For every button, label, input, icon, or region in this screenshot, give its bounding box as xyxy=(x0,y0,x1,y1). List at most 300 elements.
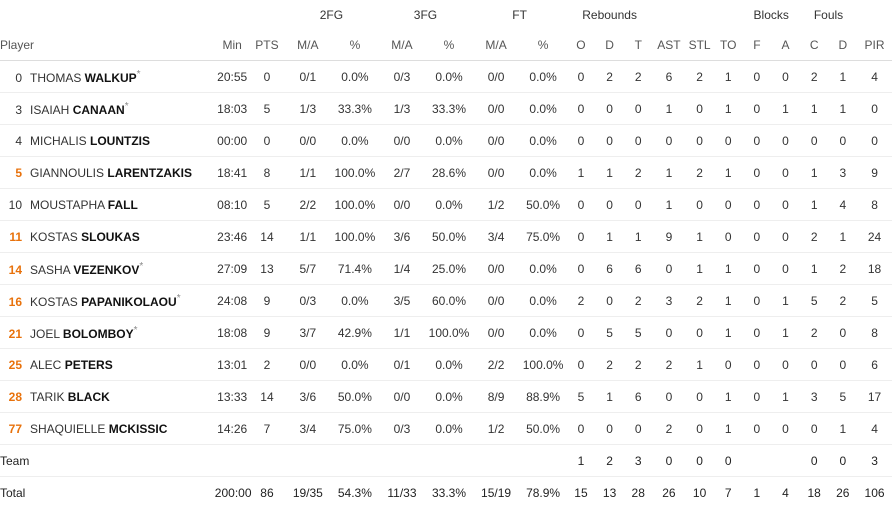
jersey-number: 5 xyxy=(15,165,22,180)
player-first-name: THOMAS xyxy=(30,70,85,85)
col-blocks-f[interactable]: F xyxy=(743,30,772,61)
cell-steals: 1 xyxy=(685,221,714,253)
jersey-number: 16 xyxy=(8,294,22,309)
cell-defensive-rebounds: 2 xyxy=(595,61,624,93)
cell-2fg-made-attempted: 0/0 xyxy=(284,125,331,157)
cell-assists: 1 xyxy=(653,189,686,221)
cell-turnovers: 0 xyxy=(714,445,743,477)
cell-minutes: 18:41 xyxy=(215,157,250,189)
cell-2fg-made-attempted xyxy=(284,445,331,477)
cell-ft-pct: 50.0% xyxy=(520,189,567,221)
cell-2fg-pct: 42.9% xyxy=(331,317,378,349)
cell-total-rebounds: 5 xyxy=(624,317,653,349)
cell-ft-made-attempted: 0/0 xyxy=(473,285,520,317)
cell-3fg-made-attempted: 0/1 xyxy=(378,349,425,381)
player-last-name: PETERS xyxy=(64,357,113,372)
cell-fouls-drawn: 2 xyxy=(828,253,857,285)
player-first-name: SASHA xyxy=(30,262,74,277)
cell-ft-made-attempted: 0/0 xyxy=(473,61,520,93)
cell-3fg-made-attempted: 0/3 xyxy=(378,61,425,93)
cell-turnovers: 1 xyxy=(714,253,743,285)
cell-player[interactable] xyxy=(0,93,215,125)
col-2fg-pct[interactable]: % xyxy=(331,30,378,61)
cell-2fg-pct: 33.3% xyxy=(331,93,378,125)
col-pts[interactable]: PTS xyxy=(250,30,285,61)
cell-fouls-drawn: 2 xyxy=(828,285,857,317)
cell-3fg-made-attempted: 0/3 xyxy=(378,413,425,445)
cell-3fg-pct: 25.0% xyxy=(425,253,472,285)
cell-minutes: 23:46 xyxy=(215,221,250,253)
cell-team-label: Team xyxy=(0,445,215,477)
cell-fouls-drawn: 5 xyxy=(828,381,857,413)
cell-ft-made-attempted: 0/0 xyxy=(473,93,520,125)
cell-turnovers: 7 xyxy=(714,477,743,509)
cell-offensive-rebounds: 0 xyxy=(567,61,596,93)
cell-turnovers: 1 xyxy=(714,61,743,93)
table-row[interactable] xyxy=(0,285,892,317)
cell-pir: 17 xyxy=(857,381,892,413)
cell-ft-made-attempted: 0/0 xyxy=(473,253,520,285)
column-header-row xyxy=(0,30,892,61)
cell-turnovers: 1 xyxy=(714,381,743,413)
cell-assists: 2 xyxy=(653,413,686,445)
col-3fg-ma[interactable]: M/A xyxy=(378,30,425,61)
cell-steals: 0 xyxy=(685,445,714,477)
cell-2fg-made-attempted: 1/1 xyxy=(284,157,331,189)
cell-fouls-committed: 0 xyxy=(800,413,829,445)
cell-turnovers: 0 xyxy=(714,189,743,221)
cell-ft-pct: 50.0% xyxy=(520,413,567,445)
cell-blocks-favour: 0 xyxy=(743,221,772,253)
cell-3fg-made-attempted: 2/7 xyxy=(378,157,425,189)
cell-minutes: 13:01 xyxy=(215,349,250,381)
player-first-name: ALEC xyxy=(30,357,65,372)
cell-total-rebounds: 3 xyxy=(624,445,653,477)
cell-3fg-made-attempted: 0/0 xyxy=(378,125,425,157)
cell-offensive-rebounds: 1 xyxy=(567,445,596,477)
player-first-name: KOSTAS xyxy=(30,294,82,309)
cell-assists: 0 xyxy=(653,125,686,157)
cell-offensive-rebounds: 0 xyxy=(567,125,596,157)
cell-ft-pct: 100.0% xyxy=(520,349,567,381)
cell-pir: 4 xyxy=(857,61,892,93)
cell-player[interactable] xyxy=(0,189,215,221)
cell-offensive-rebounds: 0 xyxy=(567,253,596,285)
table-row[interactable] xyxy=(0,157,892,189)
group-fouls: Fouls xyxy=(813,8,844,22)
starter-marker-icon: * xyxy=(176,292,181,304)
cell-defensive-rebounds: 2 xyxy=(595,445,624,477)
cell-pir: 0 xyxy=(857,125,892,157)
cell-minutes: 18:08 xyxy=(215,317,250,349)
cell-pir: 5 xyxy=(857,285,892,317)
cell-blocks-against: 0 xyxy=(771,189,800,221)
cell-total-rebounds: 0 xyxy=(624,189,653,221)
cell-player[interactable] xyxy=(0,317,215,349)
cell-player[interactable] xyxy=(0,221,215,253)
cell-points: 0 xyxy=(250,125,285,157)
cell-points: 14 xyxy=(250,381,285,413)
cell-fouls-committed: 1 xyxy=(800,93,829,125)
cell-3fg-pct: 50.0% xyxy=(425,221,472,253)
group-header-row xyxy=(0,0,892,30)
cell-blocks-against: 0 xyxy=(771,349,800,381)
cell-2fg-made-attempted: 3/4 xyxy=(284,413,331,445)
cell-fouls-drawn: 1 xyxy=(828,221,857,253)
cell-fouls-drawn: 0 xyxy=(828,349,857,381)
cell-pir: 4 xyxy=(857,413,892,445)
cell-ft-made-attempted: 15/19 xyxy=(473,477,520,509)
cell-total-rebounds: 2 xyxy=(624,285,653,317)
cell-ft-pct: 0.0% xyxy=(520,253,567,285)
cell-total-rebounds: 2 xyxy=(624,157,653,189)
cell-fouls-committed: 2 xyxy=(800,317,829,349)
cell-ft-pct: 88.9% xyxy=(520,381,567,413)
cell-pir: 8 xyxy=(857,317,892,349)
cell-fouls-drawn: 0 xyxy=(828,445,857,477)
cell-blocks-against: 0 xyxy=(771,125,800,157)
cell-minutes: 00:00 xyxy=(215,125,250,157)
cell-2fg-pct: 100.0% xyxy=(331,157,378,189)
cell-steals: 10 xyxy=(685,477,714,509)
cell-defensive-rebounds: 0 xyxy=(595,93,624,125)
player-first-name: ISAIAH xyxy=(30,102,73,117)
cell-minutes: 24:08 xyxy=(215,285,250,317)
cell-steals: 0 xyxy=(685,317,714,349)
cell-total-rebounds: 2 xyxy=(624,61,653,93)
cell-3fg-made-attempted: 11/33 xyxy=(378,477,425,509)
cell-3fg-made-attempted: 0/0 xyxy=(378,381,425,413)
col-pir[interactable]: PIR xyxy=(857,30,892,61)
cell-fouls-drawn: 4 xyxy=(828,189,857,221)
table-row[interactable] xyxy=(0,413,892,445)
cell-fouls-committed: 0 xyxy=(800,125,829,157)
cell-player[interactable] xyxy=(0,349,215,381)
cell-assists: 6 xyxy=(653,61,686,93)
table-row[interactable] xyxy=(0,125,892,157)
cell-3fg-pct: 0.0% xyxy=(425,61,472,93)
cell-2fg-pct: 71.4% xyxy=(331,253,378,285)
jersey-number: 14 xyxy=(8,262,22,277)
cell-defensive-rebounds: 5 xyxy=(595,317,624,349)
group-2fg: 2FG xyxy=(319,8,344,22)
cell-ft-pct: 0.0% xyxy=(520,61,567,93)
cell-offensive-rebounds: 0 xyxy=(567,317,596,349)
cell-fouls-drawn: 26 xyxy=(828,477,857,509)
cell-2fg-made-attempted: 3/6 xyxy=(284,381,331,413)
cell-defensive-rebounds: 13 xyxy=(595,477,624,509)
cell-assists: 0 xyxy=(653,381,686,413)
cell-3fg-made-attempted xyxy=(378,445,425,477)
cell-defensive-rebounds: 1 xyxy=(595,221,624,253)
col-oreb[interactable]: O xyxy=(567,30,596,61)
cell-2fg-pct: 54.3% xyxy=(331,477,378,509)
cell-blocks-favour xyxy=(743,445,772,477)
col-fouls-d[interactable]: D xyxy=(828,30,857,61)
group-blank xyxy=(0,0,284,30)
cell-blocks-against: 1 xyxy=(771,317,800,349)
player-first-name: SHAQUIELLE xyxy=(30,421,109,436)
cell-ft-pct: 0.0% xyxy=(520,93,567,125)
cell-blocks-against: 1 xyxy=(771,93,800,125)
cell-pir: 18 xyxy=(857,253,892,285)
col-2fg-ma[interactable]: M/A xyxy=(284,30,331,61)
cell-steals: 0 xyxy=(685,93,714,125)
cell-fouls-committed: 2 xyxy=(800,221,829,253)
starter-marker-icon: * xyxy=(124,100,129,112)
cell-blocks-favour: 1 xyxy=(743,477,772,509)
cell-pir: 106 xyxy=(857,477,892,509)
player-last-name: BLACK xyxy=(67,389,110,404)
cell-2fg-pct: 75.0% xyxy=(331,413,378,445)
cell-fouls-committed: 0 xyxy=(800,445,829,477)
total-row xyxy=(0,477,892,509)
cell-2fg-pct: 100.0% xyxy=(331,189,378,221)
box-score-body xyxy=(0,61,892,509)
player-last-name: LARENTZAKIS xyxy=(107,165,193,180)
cell-blocks-favour: 0 xyxy=(743,125,772,157)
cell-turnovers: 1 xyxy=(714,413,743,445)
cell-2fg-pct: 0.0% xyxy=(331,125,378,157)
jersey-number: 10 xyxy=(8,197,22,212)
cell-fouls-drawn: 0 xyxy=(828,317,857,349)
cell-minutes: 13:33 xyxy=(215,381,250,413)
cell-total-rebounds: 0 xyxy=(624,93,653,125)
cell-3fg-pct: 0.0% xyxy=(425,413,472,445)
group-blank-3 xyxy=(857,0,892,30)
table-row[interactable] xyxy=(0,317,892,349)
cell-steals: 2 xyxy=(685,61,714,93)
cell-blocks-against: 4 xyxy=(771,477,800,509)
cell-2fg-made-attempted: 2/2 xyxy=(284,189,331,221)
cell-fouls-drawn: 1 xyxy=(828,61,857,93)
cell-points: 2 xyxy=(250,349,285,381)
cell-defensive-rebounds: 0 xyxy=(595,189,624,221)
cell-blocks-favour: 0 xyxy=(743,61,772,93)
player-first-name: KOSTAS xyxy=(30,229,82,244)
cell-turnovers: 1 xyxy=(714,157,743,189)
cell-steals: 0 xyxy=(685,381,714,413)
cell-fouls-committed: 5 xyxy=(800,285,829,317)
jersey-number: 28 xyxy=(8,389,22,404)
cell-blocks-against: 0 xyxy=(771,413,800,445)
cell-2fg-made-attempted: 1/1 xyxy=(284,221,331,253)
cell-2fg-made-attempted: 0/3 xyxy=(284,285,331,317)
cell-blocks-favour: 0 xyxy=(743,253,772,285)
player-first-name: GIANNOULIS xyxy=(30,165,108,180)
cell-defensive-rebounds: 0 xyxy=(595,125,624,157)
cell-fouls-committed: 1 xyxy=(800,157,829,189)
cell-defensive-rebounds: 1 xyxy=(595,381,624,413)
col-dreb[interactable]: D xyxy=(595,30,624,61)
table-row[interactable] xyxy=(0,93,892,125)
starter-marker-icon: * xyxy=(133,324,138,336)
cell-3fg-made-attempted: 3/6 xyxy=(378,221,425,253)
cell-offensive-rebounds: 0 xyxy=(567,413,596,445)
cell-blocks-favour: 0 xyxy=(743,285,772,317)
cell-turnovers: 1 xyxy=(714,93,743,125)
jersey-number: 77 xyxy=(8,421,22,436)
cell-player[interactable] xyxy=(0,285,215,317)
cell-ft-pct: 75.0% xyxy=(520,221,567,253)
cell-ft-made-attempted: 1/2 xyxy=(473,189,520,221)
cell-offensive-rebounds: 5 xyxy=(567,381,596,413)
cell-defensive-rebounds: 1 xyxy=(595,157,624,189)
cell-points xyxy=(250,445,285,477)
col-player[interactable]: Player xyxy=(0,30,215,61)
cell-3fg-made-attempted: 3/5 xyxy=(378,285,425,317)
cell-points: 7 xyxy=(250,413,285,445)
col-ft-pct[interactable]: % xyxy=(520,30,567,61)
cell-blocks-favour: 0 xyxy=(743,349,772,381)
cell-blocks-favour: 0 xyxy=(743,381,772,413)
cell-minutes: 08:10 xyxy=(215,189,250,221)
cell-turnovers: 0 xyxy=(714,125,743,157)
cell-2fg-pct: 100.0% xyxy=(331,221,378,253)
cell-ft-made-attempted: 2/2 xyxy=(473,349,520,381)
cell-steals: 0 xyxy=(685,189,714,221)
cell-2fg-pct: 0.0% xyxy=(331,61,378,93)
cell-assists: 0 xyxy=(653,253,686,285)
cell-turnovers: 1 xyxy=(714,317,743,349)
cell-assists: 1 xyxy=(653,93,686,125)
cell-blocks-favour: 0 xyxy=(743,157,772,189)
cell-pir: 0 xyxy=(857,93,892,125)
cell-points: 5 xyxy=(250,93,285,125)
cell-2fg-pct: 0.0% xyxy=(331,285,378,317)
cell-3fg-pct: 0.0% xyxy=(425,349,472,381)
cell-3fg-made-attempted: 1/4 xyxy=(378,253,425,285)
group-blank-2 xyxy=(653,0,743,30)
group-blocks: Blocks xyxy=(753,8,789,22)
table-row[interactable] xyxy=(0,381,892,413)
group-ft: FT xyxy=(512,8,527,22)
cell-player[interactable] xyxy=(0,413,215,445)
cell-fouls-drawn: 0 xyxy=(828,125,857,157)
table-row[interactable] xyxy=(0,61,892,93)
player-last-name: BOLOMBOY xyxy=(62,326,134,341)
col-ast[interactable]: AST xyxy=(653,30,686,61)
cell-minutes: 20:55 xyxy=(215,61,250,93)
col-treb[interactable]: T xyxy=(624,30,653,61)
cell-minutes: 14:26 xyxy=(215,413,250,445)
cell-steals: 0 xyxy=(685,125,714,157)
cell-3fg-pct: 33.3% xyxy=(425,477,472,509)
cell-player[interactable] xyxy=(0,125,215,157)
player-last-name: LOUNTZIS xyxy=(90,133,151,148)
cell-player[interactable] xyxy=(0,381,215,413)
player-last-name: WALKUP xyxy=(84,70,137,85)
cell-ft-made-attempted: 8/9 xyxy=(473,381,520,413)
cell-blocks-against: 1 xyxy=(771,285,800,317)
cell-2fg-pct xyxy=(331,445,378,477)
cell-2fg-made-attempted: 0/1 xyxy=(284,61,331,93)
cell-assists: 1 xyxy=(653,157,686,189)
jersey-number: 4 xyxy=(15,133,22,148)
cell-3fg-made-attempted: 1/3 xyxy=(378,93,425,125)
cell-offensive-rebounds: 0 xyxy=(567,221,596,253)
cell-2fg-made-attempted: 19/35 xyxy=(284,477,331,509)
cell-offensive-rebounds: 15 xyxy=(567,477,596,509)
cell-ft-pct: 0.0% xyxy=(520,317,567,349)
cell-total-rebounds: 2 xyxy=(624,349,653,381)
cell-blocks-favour: 0 xyxy=(743,93,772,125)
cell-3fg-pct: 28.6% xyxy=(425,157,472,189)
col-fouls-c[interactable]: C xyxy=(800,30,829,61)
cell-ft-pct: 78.9% xyxy=(520,477,567,509)
cell-turnovers: 0 xyxy=(714,349,743,381)
col-ft-ma[interactable]: M/A xyxy=(473,30,520,61)
cell-ft-made-attempted: 1/2 xyxy=(473,413,520,445)
table-row[interactable] xyxy=(0,221,892,253)
cell-assists: 0 xyxy=(653,445,686,477)
cell-player[interactable] xyxy=(0,253,215,285)
cell-points: 9 xyxy=(250,317,285,349)
cell-pir: 6 xyxy=(857,349,892,381)
player-first-name: MICHALIS xyxy=(30,133,91,148)
cell-player[interactable] xyxy=(0,61,215,93)
cell-offensive-rebounds: 0 xyxy=(567,93,596,125)
cell-2fg-made-attempted: 0/0 xyxy=(284,349,331,381)
cell-ft-pct: 0.0% xyxy=(520,157,567,189)
cell-3fg-pct: 0.0% xyxy=(425,381,472,413)
cell-pir: 9 xyxy=(857,157,892,189)
cell-player[interactable] xyxy=(0,157,215,189)
player-first-name: JOEL xyxy=(30,326,63,341)
player-last-name: FALL xyxy=(107,197,138,212)
cell-ft-made-attempted: 0/0 xyxy=(473,125,520,157)
cell-ft-pct xyxy=(520,445,567,477)
cell-fouls-committed: 2 xyxy=(800,61,829,93)
table-row[interactable] xyxy=(0,349,892,381)
col-3fg-pct[interactable]: % xyxy=(425,30,472,61)
cell-ft-pct: 0.0% xyxy=(520,125,567,157)
cell-blocks-against: 0 xyxy=(771,61,800,93)
col-to[interactable]: TO xyxy=(714,30,743,61)
col-stl[interactable]: STL xyxy=(685,30,714,61)
cell-offensive-rebounds: 1 xyxy=(567,157,596,189)
cell-pir: 24 xyxy=(857,221,892,253)
cell-fouls-committed: 18 xyxy=(800,477,829,509)
col-min[interactable]: Min xyxy=(215,30,250,61)
col-blocks-a[interactable]: A xyxy=(771,30,800,61)
cell-3fg-pct: 0.0% xyxy=(425,189,472,221)
cell-3fg-pct xyxy=(425,445,472,477)
table-row[interactable] xyxy=(0,253,892,285)
cell-points: 9 xyxy=(250,285,285,317)
cell-ft-made-attempted xyxy=(473,445,520,477)
cell-total-rebounds: 0 xyxy=(624,125,653,157)
cell-blocks-against: 0 xyxy=(771,157,800,189)
cell-blocks-favour: 0 xyxy=(743,317,772,349)
cell-points: 8 xyxy=(250,157,285,189)
cell-offensive-rebounds: 0 xyxy=(567,189,596,221)
cell-minutes xyxy=(215,445,250,477)
cell-total-rebounds: 28 xyxy=(624,477,653,509)
cell-points: 0 xyxy=(250,61,285,93)
cell-pir: 3 xyxy=(857,445,892,477)
cell-2fg-made-attempted: 1/3 xyxy=(284,93,331,125)
table-row[interactable] xyxy=(0,189,892,221)
cell-3fg-pct: 100.0% xyxy=(425,317,472,349)
cell-2fg-made-attempted: 5/7 xyxy=(284,253,331,285)
cell-defensive-rebounds: 0 xyxy=(595,413,624,445)
jersey-number: 25 xyxy=(8,357,22,372)
jersey-number: 0 xyxy=(15,70,22,85)
cell-fouls-committed: 0 xyxy=(800,349,829,381)
cell-assists: 9 xyxy=(653,221,686,253)
cell-blocks-against: 0 xyxy=(771,253,800,285)
